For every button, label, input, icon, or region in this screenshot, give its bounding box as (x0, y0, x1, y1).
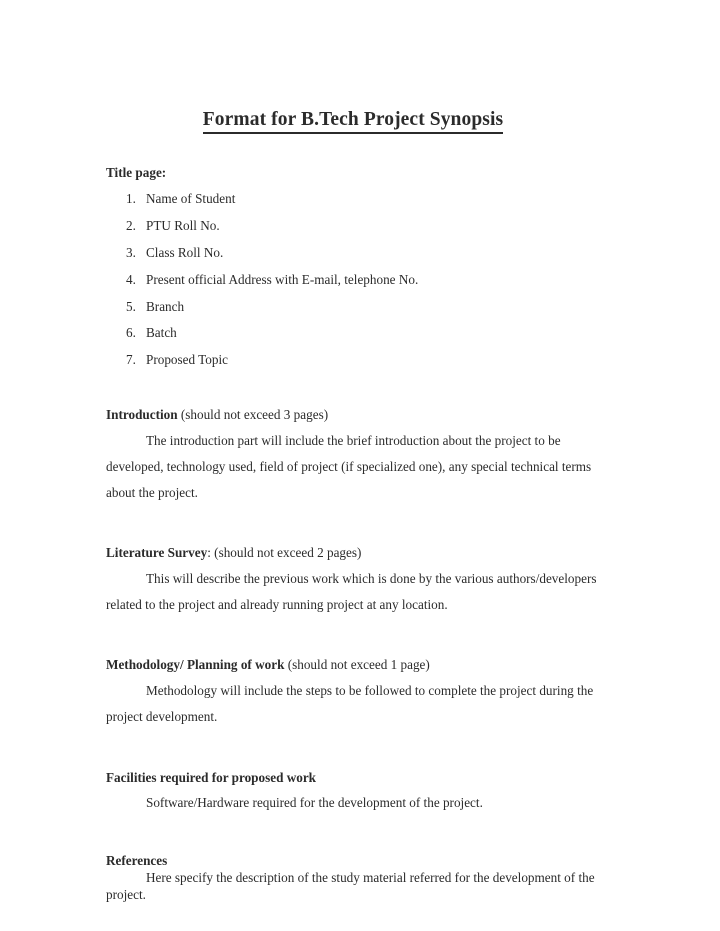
section-heading-note: : (should not exceed 2 pages) (207, 545, 362, 561)
section-heading-references (106, 852, 600, 870)
list-item: PTU Roll No. (146, 218, 220, 234)
section-heading-text: Introduction (106, 407, 178, 423)
spacer (106, 368, 600, 406)
section-heading-literature-survey (106, 544, 600, 562)
section-heading-note: (should not exceed 1 page) (284, 657, 430, 673)
title-page-list (106, 191, 600, 368)
section-heading-methodology (106, 656, 600, 674)
title-page-heading: Title page: (106, 165, 167, 181)
spacer (106, 731, 600, 769)
section-body-references: Here specify the description of the study material referred for the development of the project. (106, 870, 595, 903)
list-item: Proposed Topic (146, 352, 228, 368)
spacer (106, 506, 600, 544)
page-title-text: Format for B.Tech Project Synopsis (203, 108, 503, 134)
list-item: Class Roll No. (146, 244, 224, 260)
section-body-literature-survey: This will describe the previous work which is done by the various authors/developers related to the project and already running project at any location. (106, 571, 597, 613)
section-heading-text: Literature Survey (106, 545, 208, 561)
spacer (106, 816, 600, 852)
list-item: Present official Address with E-mail, telephone No. (146, 271, 419, 287)
section-body-facilities: Software/Hardware required for the development of the project. (146, 795, 483, 811)
spacer (106, 134, 600, 164)
section-heading-text: Methodology/ Planning of work (106, 657, 285, 673)
document-content (106, 0, 600, 904)
section-body-introduction: The introduction part will include the brief introduction about the project to be developed, technology used, field of project (if specialized one), any special technical terms about the project. (106, 432, 592, 501)
section-heading-text: References (106, 853, 168, 869)
list-item: Branch (146, 298, 185, 314)
list-item: Batch (146, 325, 177, 341)
list-item: Name of Student (146, 191, 236, 207)
section-heading-introduction (106, 406, 600, 424)
section-heading-text: Facilities required for proposed work (106, 769, 317, 785)
section-heading-facilities (106, 769, 600, 787)
section-heading-note: (should not exceed 3 pages) (177, 407, 329, 423)
spacer (106, 618, 600, 656)
page-title (106, 0, 600, 134)
section-body-methodology: Methodology will include the steps to be followed to complete the project during the project development. (106, 683, 594, 725)
